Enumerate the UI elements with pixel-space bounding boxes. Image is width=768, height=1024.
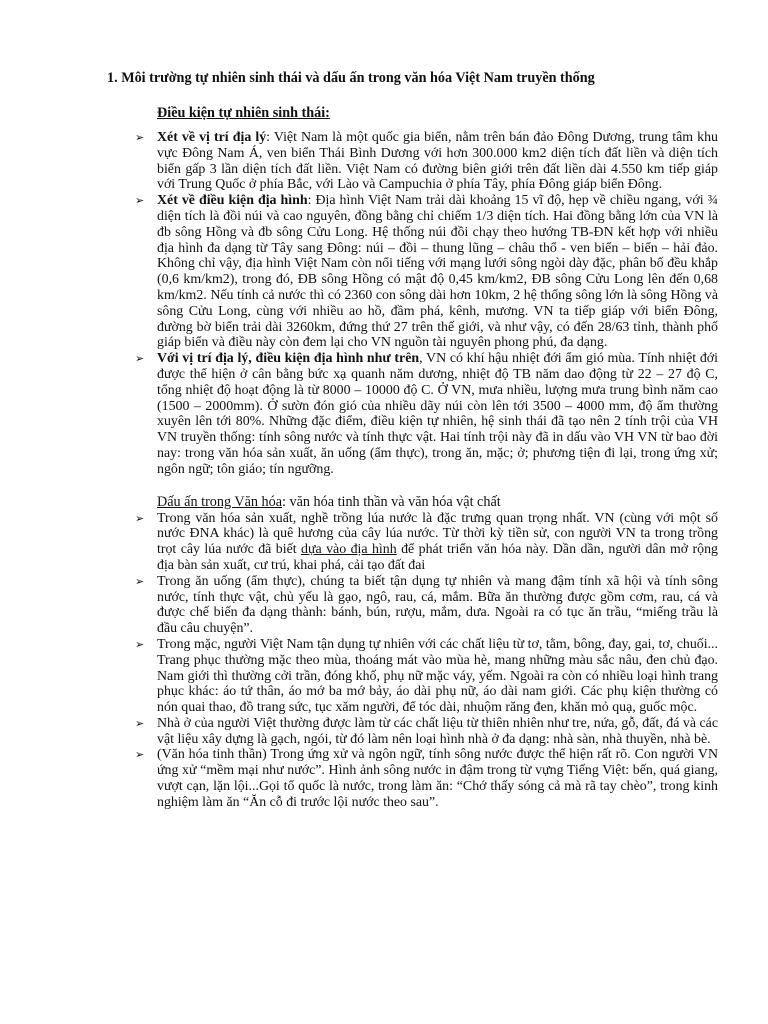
section-heading-natural-conditions <box>157 105 718 122</box>
list-item <box>135 130 718 193</box>
list-item <box>135 715 718 748</box>
natural-conditions-list <box>107 130 718 478</box>
document-title: 1. Môi trường tự nhiên sinh thái và dấu ấn trong văn hóa Việt Nam truyền thống <box>107 70 595 86</box>
section-heading-cultural-imprint <box>157 494 718 511</box>
arrow-bullet-icon: ➢ <box>135 511 145 525</box>
arrow-bullet-icon: ➢ <box>135 716 145 730</box>
paragraph-gap <box>107 478 718 494</box>
section-heading-text: Dấu ấn trong Văn hóa <box>157 493 283 510</box>
bullet-text: : Việt Nam là một quốc gia biển, nằm trên bán đảo Đông Dương, trung tâm khu vực Đông Nam Á, ven biển Thái Bình Dương với hơn 300.000 km2 diện tích đất liền và diện tích biển gấp 3 lần diện tích đất liền. Việt Nam có đường biên giới trên đất liền dài 4.550 km tiếp giáp với Trung Quốc ở phía Bắc, với Lào và Campuchia ở phía Tây, phía Đông giáp biển Đông. <box>157 130 718 193</box>
bullet-text: , VN có khí hậu nhiệt đới ẩm gió mùa. Tính nhiệt đới được thể hiện ở cân bằng bức xạ quanh năm dương, nhiệt độ TB năm dao động từ 22 – 27 độ C, tổng nhiệt độ hoạt động là từ 8000 – 10000 độ C. Ở VN, mưa nhiều, lượng mưa trung bình năm cao (1500 – 2000mm). Ở sườn đón gió của nhiều dãy núi còn lên tới 3500 – 4000 mm, độ ẩm thường xuyên lên tới 80%. Những đặc điểm, điều kiện tự nhiên, hệ sinh thái đã tạo nên 2 tính trội của VH VN truyền thống: tính sông nước và tính thực vật. Hai tính trội này đã in dấu vào VH VN từ bao đời nay: trong văn hóa sản xuất, ăn uống (ẩm thực), trong ăn, mặc; ở; phương tiện đi lại, trong ứng xử; ngôn ngữ; tôn giáo; tín ngưỡng. <box>157 351 718 477</box>
bullet-text: Trong ăn uống (ẩm thực), chúng ta biết tận dụng tự nhiên và mang đậm tính xã hội và tính sông nước, tính thực vật, chủ yếu là gạo, ngô, rau, cá, mắm. Bữa ăn thường được gồm cơm, rau, cá và được chế biến đa dạng thành: bánh, bún, rượu, mắm, dưa. Ngoài ra có tục ăn trầu, “miếng trầu là đầu câu chuyện”. <box>157 573 718 637</box>
bullet-text: Nhà ở của người Việt thường được làm từ các chất liệu từ thiên nhiên như tre, nứa, gỗ, đất, đá và các vật liệu xây dựng là gạch, ngói, từ đó làm nên loại hình nhà ở đa dạng: nhà sàn, nhà thuyền, nhà bè. <box>157 715 718 747</box>
cultural-imprint-list <box>107 511 718 811</box>
bullet-text: (Văn hóa tinh thần) Trong ứng xử và ngôn ngữ, tính sông nước được thể hiện rất rõ. Con người VN ứng xử “mềm mại như nước”. Hình ảnh sông nước in đậm trong từ vựng Tiếng Việt: bến, quá giang, vượt cạn, lặn lội...Gọi tổ quốc là nước, trong làm ăn: “Chớ thấy sóng cả mà rã tay chèo”, trong kinh nghiệm làm ăn “Ăn cỗ đi trước lội nước theo sau”. <box>157 747 718 810</box>
list-item <box>135 193 719 351</box>
section-heading-rest: : văn hóa tinh thần và văn hóa vật chất <box>282 493 501 510</box>
bullet-text: để phát triển văn hóa này. Dần dần, người dân mở rộng địa bàn sản xuất, cư trú, khai phá, cải tạo đất đai <box>157 542 719 573</box>
bullet-lead: Xét về vị trí địa lý <box>157 130 267 145</box>
list-item <box>135 510 719 574</box>
bullet-text: : Địa hình Việt Nam trải dài khoảng 15 vĩ độ, hẹp về chiều ngang, với ¾ diện tích là đồi núi và cao nguyên, đồng bằng chỉ chiếm 1/3 diện tích. Hai đồng bằng lớn của VN là đb sông Hồng và đb sông Cửu Long. Hệ thống núi đồi chạy theo hướng TB-ĐN kết hợp với nhiều địa hình đa dạng từ Tây sang Đông: núi – đồi – thung lũng – châu thổ - ven biển – biển – hải đảo. Không chỉ vậy, địa hình Việt Nam còn nổi tiếng với mạng lưới sông ngòi dày đặc, phân bố đều khắp (0,6 km/km2), trong đó, ĐB sông Hồng có mật độ 0,45 km/km2, ĐB sông Cửu Long lên đến 0,68 km/km2. Nếu tính cả nước thì có 2360 con sông dài hơn 10km, 2 hệ thống sông lớn là sông Hồng và sông Cửu Long, cùng với nhiều ao hồ, đầm phá, kênh, mương. VN ta tiếp giáp với biển Đông, đường bờ biển trải dài 3260km, đứng thứ 27 trên thế giới, và như vậy, có đến 28/63 tỉnh, thành phố giáp biển và điều này còn đem lại cho VN nguồn tài nguyên phong phú, đa dạng. <box>157 193 719 351</box>
section-heading-text: Điều kiện tự nhiên sinh thái: <box>157 105 330 121</box>
underlined-phrase: dựa vào địa hình <box>301 542 397 558</box>
arrow-bullet-icon: ➢ <box>135 352 145 366</box>
bullet-lead: Với vị trí địa lý, điều kiện địa hình như trên <box>157 351 420 367</box>
list-item <box>135 351 718 477</box>
arrow-bullet-icon: ➢ <box>135 194 145 208</box>
arrow-bullet-icon: ➢ <box>135 131 145 144</box>
bullet-text: Trong văn hóa sản xuất, nghề trồng lúa nước là đặc trưng quan trọng nhất. VN (cùng với một số nước ĐNA khác) là quê hương của cây lúa nước. Từ thời kỳ tiền sử, con người VN ta trong trồng trọt cây lúa nước đã biết <box>157 510 718 558</box>
list-item <box>135 636 718 716</box>
list-item <box>135 573 718 637</box>
arrow-bullet-icon: ➢ <box>135 748 145 762</box>
arrow-bullet-icon: ➢ <box>135 574 145 588</box>
list-item <box>135 747 718 810</box>
bullet-lead: Xét về điều kiện địa hình <box>157 193 308 209</box>
bullet-text: Trong mặc, người Việt Nam tận dụng tự nhiên với các chất liệu từ tơ, tằm, bông, đay, gai, tơ, chuối... Trang phục thường mặc theo mùa, thoáng mát vào mùa hè, mang những màu sắc nâu, đen chủ đạo. Nam giới thì thường cởi trần, đóng khố, phụ nữ mặc váy, yếm. Ngoài ra còn có nhiều loại hình trang phục khác: áo tứ thân, áo mớ ba mớ bảy, áo dài phụ nữ, áo dài nam giới. Các phụ kiện thường có nón quai thao, đồ trang sức, tục xăm người, để tóc dài, nhuộm răng đen, khăn mỏ quạ, guốc mộc. <box>157 636 718 716</box>
arrow-bullet-icon: ➢ <box>135 637 145 651</box>
